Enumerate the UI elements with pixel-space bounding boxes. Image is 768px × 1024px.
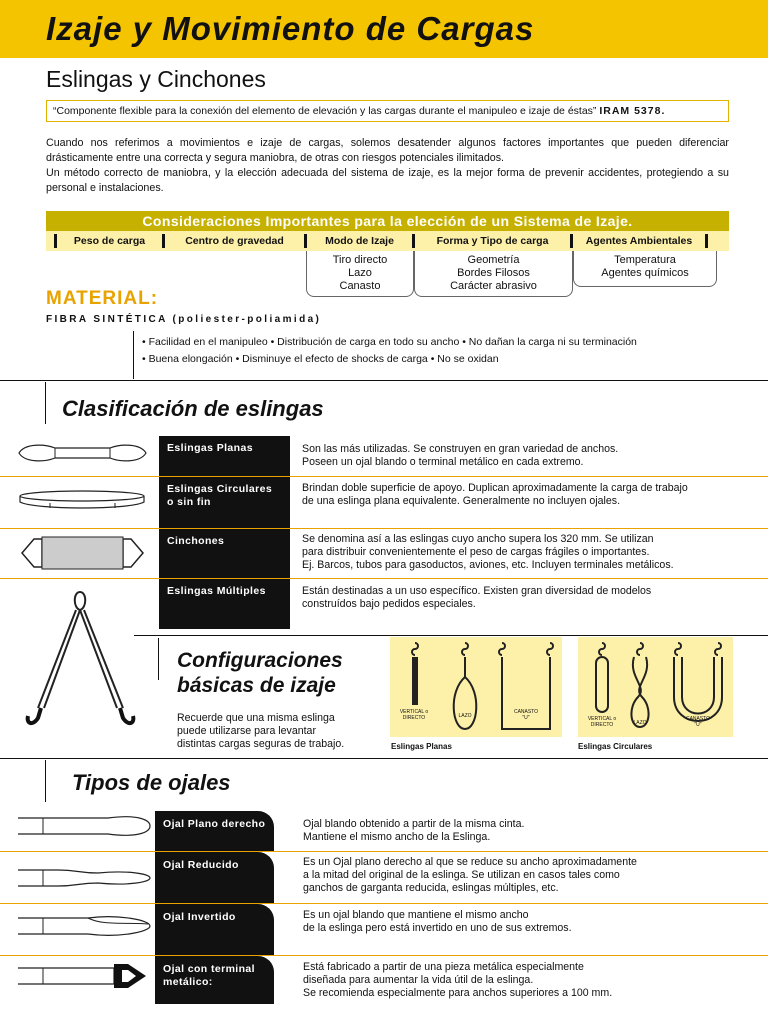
section-marker xyxy=(45,760,46,802)
planas-config-caption: Eslingas Planas xyxy=(391,742,452,751)
material-divider xyxy=(133,331,134,379)
note-line: distintas cargas seguras de trabajo. xyxy=(177,738,345,750)
label-line: DIRECTO xyxy=(590,722,614,728)
description-line: Poseen un ojal blando o terminal metálico en cada extremo. xyxy=(302,456,584,468)
flat-sling-icon xyxy=(15,438,150,468)
type-description xyxy=(302,482,688,508)
forma-item: Bordes Filosos xyxy=(457,267,530,279)
section-subtitle: Eslingas y Cinchones xyxy=(46,66,266,92)
section-divider xyxy=(134,635,768,636)
label-vertical xyxy=(396,709,432,721)
description-line: diseñada para aumentar la vida útil de la eslinga. xyxy=(303,974,534,986)
description-line: para distribuir convenientemente el peso de cargas frágiles o importantes. xyxy=(302,546,650,558)
description-line: de una eslinga plana equivalente. Generalmente no incluyen ojales. xyxy=(302,495,621,507)
row-separator xyxy=(0,851,768,852)
planas-config-diagram xyxy=(390,637,562,737)
ojal-description xyxy=(303,961,612,1000)
modo-item: Lazo xyxy=(348,267,372,279)
description-line: a la mitad del original de la eslinga. Se utilizan en casos tales como xyxy=(303,869,620,881)
agentes-item: Temperatura xyxy=(614,254,676,266)
circulares-config-caption: Eslingas Circulares xyxy=(578,742,653,751)
label-line: "U" xyxy=(694,722,702,728)
label-canasto xyxy=(510,709,542,721)
label-line: VERTICAL o xyxy=(587,716,617,722)
ojal-terminal-icon xyxy=(18,960,153,992)
considerations-title: Consideraciones Importantes para la elección de un Sistema de Izaje. xyxy=(46,211,729,231)
label-vertical xyxy=(584,716,620,728)
column-modo: Modo de Izaje xyxy=(304,234,412,248)
material-benefits-1: • Facilidad en el manipuleo • Distribución de carga en todo su ancho • No dañan la carga ni su terminación xyxy=(142,336,637,348)
configuraciones-title xyxy=(177,648,343,698)
type-description xyxy=(302,585,651,611)
section-divider xyxy=(0,380,768,381)
quote-source: IRAM 5378. xyxy=(599,105,666,117)
ojal-reducido-icon xyxy=(18,864,153,892)
description-line: construídos bajo pedidos especiales. xyxy=(302,598,476,610)
modo-item: Canasto xyxy=(339,280,381,292)
forma-item: Carácter abrasivo xyxy=(450,280,537,292)
ojal-description xyxy=(303,818,524,844)
label-lazo: LAZO xyxy=(458,713,472,719)
circulares-config-panel xyxy=(578,637,733,737)
type-cinchones: Cinchones xyxy=(159,529,290,578)
label-line: VERTICAL o xyxy=(399,709,429,715)
column-forma: Forma y Tipo de carga xyxy=(412,234,570,248)
ojal-invertido: Ojal Invertido xyxy=(155,904,274,955)
label-line: CANASTO xyxy=(513,709,539,715)
description-line: Ej. Barcos, tubos para gasoductos, aviones, etc. Incluyen terminales metálicos. xyxy=(302,559,674,571)
material-subtitle: FIBRA SINTÉTICA (poliester-poliamida) xyxy=(46,314,322,325)
type-description xyxy=(302,533,674,572)
quote-text: “Componente flexible para la conexión del elemento de elevación y las cargas durante el manipuleo e izaje de éstas” xyxy=(53,105,597,117)
column-centro: Centro de gravedad xyxy=(162,234,304,248)
ojal-description xyxy=(303,856,637,895)
modo-list xyxy=(306,251,414,297)
material-title: MATERIAL: xyxy=(46,288,159,309)
material-benefits-2: • Buena elongación • Disminuye el efecto de shocks de carga • No se oxidan xyxy=(142,353,499,365)
intro-paragraph-2: Un método correcto de maniobra, y la elección adecuada del sistema de izaje, es la mejor forma de prevenir accidentes, protegiendo a su personal e instalaciones. xyxy=(46,167,729,194)
label-line: DIRECTO xyxy=(402,715,426,721)
label-lazo: LAZO xyxy=(633,720,647,726)
description-line: ganchos de garganta reducida, eslingas múltiples, etc. xyxy=(303,882,559,894)
description-line: Es un ojal blando que mantiene el mismo ancho xyxy=(303,909,529,921)
row-separator xyxy=(0,476,768,477)
ojal-reducido: Ojal Reducido xyxy=(155,852,274,903)
type-eslingas-multiples: Eslingas Múltiples xyxy=(159,579,290,629)
description-line: Brindan doble superficie de apoyo. Duplican aproximadamente la carga de trabajo xyxy=(302,482,688,494)
cinchon-icon xyxy=(20,535,145,571)
type-eslingas-planas: Eslingas Planas xyxy=(159,436,290,476)
planas-config-panel xyxy=(390,637,562,737)
row-separator xyxy=(0,578,768,579)
ojal-description xyxy=(303,909,572,935)
description-line: Se denomina así a las eslingas cuyo ancho supera los 320 mm. Se utilizan xyxy=(302,533,654,545)
type-description xyxy=(302,443,618,469)
row-separator xyxy=(0,955,768,956)
circular-sling-icon xyxy=(15,486,150,512)
type-eslingas-circulares: Eslingas Circulares o sin fin xyxy=(159,477,290,528)
intro-paragraph-1: Cuando nos referimos a movimientos e izaje de cargas, solemos desatender algunos factores importantes que pueden diferenciar drásticamente entre una correcta y segura maniobra, de otras con riesgos potenciales ilimitados. xyxy=(46,137,729,164)
note-line: puede utilizarse para levantar xyxy=(177,725,316,737)
label-canasto xyxy=(682,716,714,728)
title-line: básicas de izaje xyxy=(177,674,336,697)
forma-item: Geometría xyxy=(467,254,520,266)
label-line: "U" xyxy=(522,715,530,721)
section-marker xyxy=(158,638,159,680)
definition-quote xyxy=(46,100,729,122)
row-separator xyxy=(0,903,768,904)
label-line: CANASTO xyxy=(685,716,711,722)
description-line: Ojal blando obtenido a partir de la misma cinta. xyxy=(303,818,525,830)
description-line: Mantiene el mismo ancho de la Eslinga. xyxy=(303,831,491,843)
agentes-item: Agentes químicos xyxy=(601,267,689,279)
description-line: Está fabricado a partir de una pieza metálica especialmente xyxy=(303,961,584,973)
section-divider xyxy=(0,758,768,759)
ojal-plano-icon xyxy=(18,812,153,840)
multiple-sling-icon xyxy=(18,588,153,738)
note-line: Recuerde que una misma eslinga xyxy=(177,712,335,724)
considerations-columns xyxy=(46,231,729,251)
column-agentes: Agentes Ambientales xyxy=(570,234,708,248)
description-line: Son las más utilizadas. Se construyen en gran variedad de anchos. xyxy=(302,443,619,455)
description-line: de la eslinga pero está invertido en uno de sus extremos. xyxy=(303,922,572,934)
row-separator xyxy=(0,528,768,529)
agentes-list xyxy=(573,251,717,287)
description-line: Están destinadas a un uso específico. Existen gran diversidad de modelos xyxy=(302,585,652,597)
configuraciones-note xyxy=(177,712,344,751)
ojal-plano-derecho: Ojal Plano derecho xyxy=(155,811,274,851)
modo-item: Tiro directo xyxy=(332,254,388,266)
description-line: Es un Ojal plano derecho al que se reduce su ancho aproximadamente xyxy=(303,856,637,868)
column-peso: Peso de carga xyxy=(54,234,162,248)
title-line: Configuraciones xyxy=(177,649,343,672)
description-line: Se recomienda especialmente para anchos superiores a 100 mm. xyxy=(303,987,613,999)
ojal-invertido-icon xyxy=(18,912,153,940)
clasificacion-title: Clasificación de eslingas xyxy=(62,396,324,421)
ojal-terminal-metalico: Ojal con terminal metálico: xyxy=(155,956,274,1004)
section-marker xyxy=(45,382,46,424)
ojales-title: Tipos de ojales xyxy=(72,770,231,795)
page-title: Izaje y Movimiento de Cargas xyxy=(46,10,535,47)
forma-list xyxy=(414,251,573,297)
